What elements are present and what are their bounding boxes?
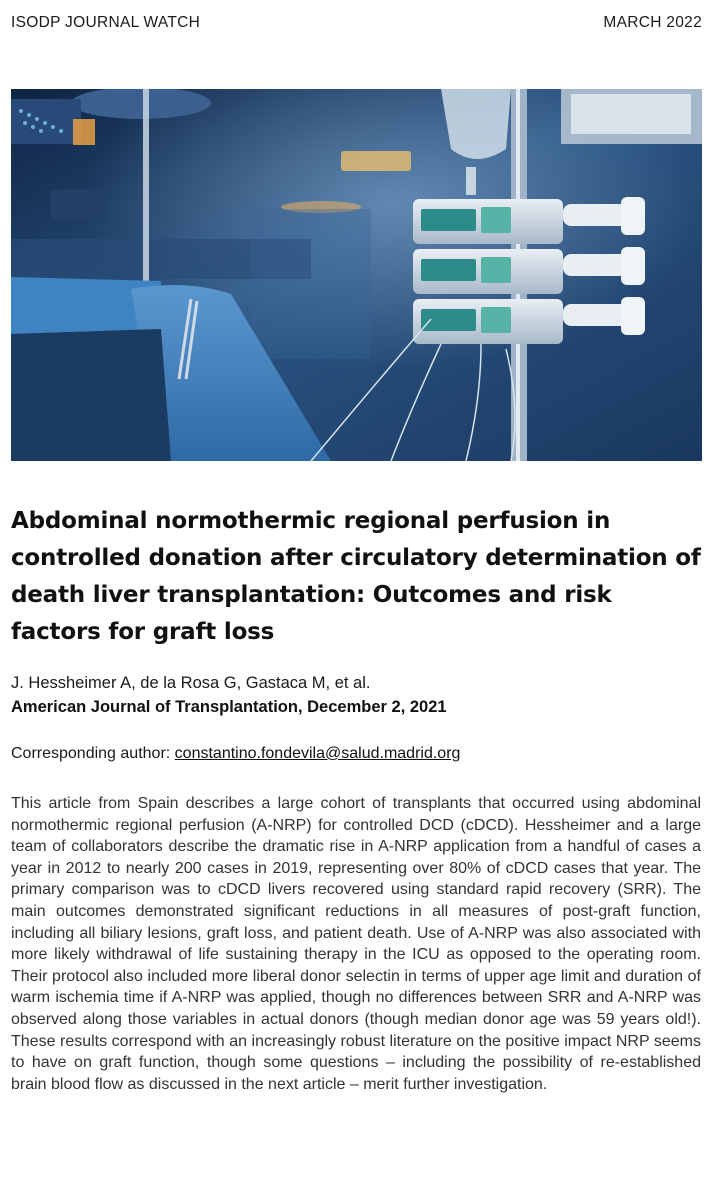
hero-image-icu-infusion-pumps <box>11 89 702 461</box>
publication-name: ISODP JOURNAL WATCH <box>11 14 201 31</box>
issue-date: MARCH 2022 <box>603 14 702 31</box>
article-authors: J. Hessheimer A, de la Rosa G, Gastaca M, et al. <box>11 674 371 692</box>
article-title: Abdominal normothermic regional perfusion in controlled donation after circulatory determination of death liver transplantation: Outcomes and risk factors for graft loss <box>11 508 701 645</box>
corresponding-author-email-link[interactable]: constantino.fondevila@salud.madrid.org <box>174 745 461 762</box>
page-header <box>11 14 702 34</box>
corresponding-author <box>11 745 460 763</box>
corresponding-author-label: Corresponding author: <box>11 745 171 762</box>
article-summary: This article from Spain describes a large cohort of transplants that occurred using abdominal normothermic regional perfusion (A-NRP) for controlled DCD (cDCD). Hessheimer and a large team of collaborators describe the dramatic rise in A-NRP application from a handful of cases a year in 2012 to nearly 200 cases in 2019, representing over 80% of cDCD cases that year. The primary comparison was to cDCD livers recovered using standard rapid recovery (SRR). The main outcomes demonstrated significant reductions in all measures of post-graft function, including all biliary lesions, graft loss, and patient death. Use of A-NRP was also associated with more likely withdrawal of life sustaining therapy in the ICU as opposed to the operating room. Their protocol also included more liberal donor selectin in terms of upper age limit and duration of warm ischemia time if A-NRP was applied, though no differences between SRR and A-NRP was observed along those variables in actual donors (though median donor age was 59 years old!). These results correspond with an increasingly robust literature on the positive impact NRP seems to have on graft function, though some questions – including the possibility of re-established brain blood flow as discussed in the next article – merit further investigation. <box>11 795 701 1093</box>
journal-citation: American Journal of Transplantation, December 2, 2021 <box>11 698 447 716</box>
